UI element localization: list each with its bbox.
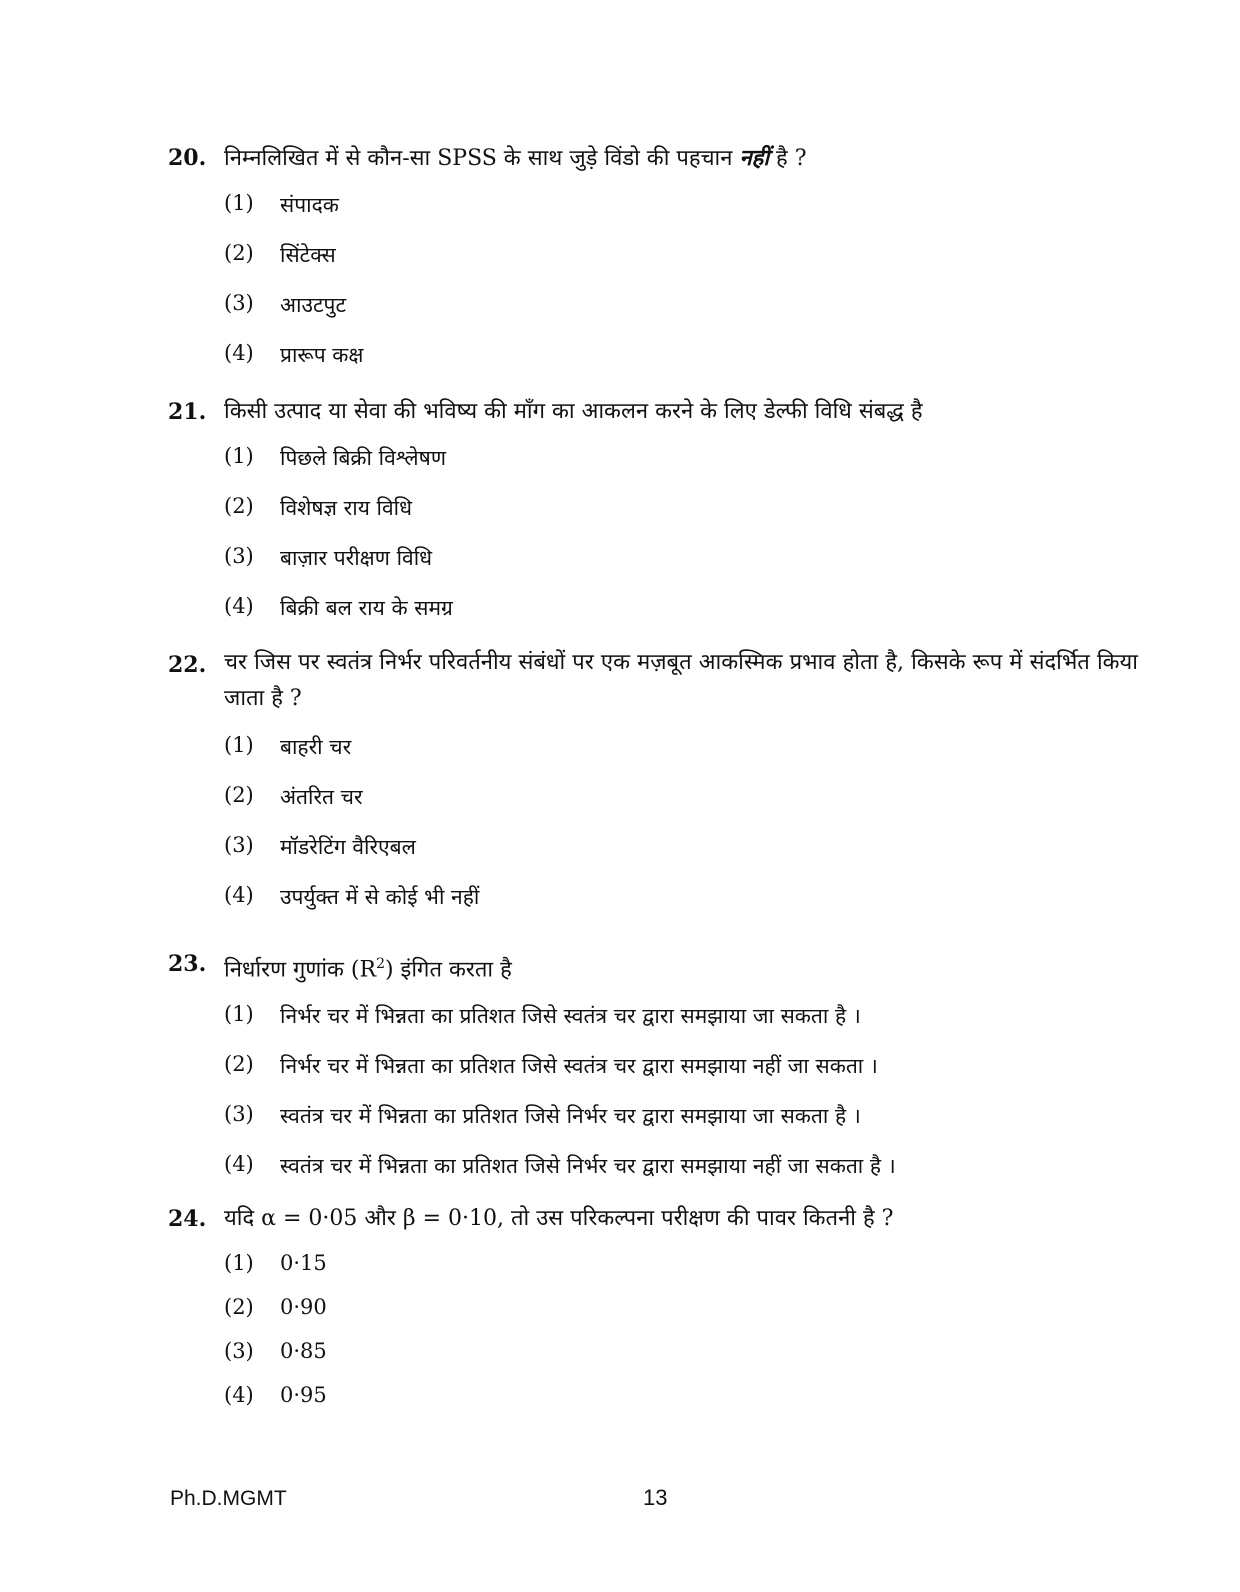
superscript: 2: [376, 956, 385, 972]
option: [224, 241, 1138, 269]
option-number: (2): [224, 241, 254, 265]
question-number: 23.: [168, 951, 207, 977]
option: [224, 883, 1138, 911]
option-number: (3): [224, 1102, 254, 1127]
option-number: (1): [224, 444, 254, 468]
option-number: (3): [224, 833, 254, 857]
question-number: 20.: [168, 145, 207, 171]
option-text: निर्भर चर में भिन्नता का प्रतिशत जिसे स्वतंत्र चर द्वारा समझाया जा सकता है ।: [280, 1004, 861, 1029]
option: [224, 594, 1138, 622]
option-text: उपर्युक्त में से कोई भी नहीं: [280, 885, 480, 909]
option-text: स्वतंत्र चर में भिन्नता का प्रतिशत जिसे निर्भर चर द्वारा समझाया नहीं जा सकता है ।: [280, 1154, 896, 1179]
emphasis-text: नहीं: [739, 145, 770, 171]
footer-code: Ph.D.MGMT: [170, 1487, 287, 1510]
option-text: 0·95: [280, 1383, 327, 1407]
page-number: 13: [643, 1485, 668, 1510]
question-number: 22.: [168, 652, 207, 678]
option: [224, 833, 1138, 861]
option-number: (2): [224, 783, 254, 807]
question-23: [168, 944, 1138, 1180]
option: [224, 191, 1138, 219]
option-number: (4): [224, 883, 254, 907]
option-number: (3): [224, 1339, 254, 1363]
option-text: सिंटेक्स: [280, 243, 336, 267]
option-text: बिक्री बल राय के समग्र: [280, 596, 453, 620]
question-number: 21.: [168, 399, 207, 425]
option: [224, 444, 1138, 472]
option-number: (2): [224, 1052, 254, 1077]
question-text: निर्धारण गुणांक $(R^2)$ इंगित करता है: [224, 956, 512, 983]
option: [224, 733, 1138, 761]
option: [224, 291, 1138, 319]
question-text: यदि α = 0·05 और β = 0·10, तो उस परिकल्पना परीक्षण की पावर कितनी है ?: [224, 1206, 894, 1231]
option: [224, 1251, 1138, 1275]
option-number: (1): [224, 733, 254, 757]
question-22: [168, 645, 1138, 911]
option-number: (4): [224, 341, 254, 365]
option-text: प्रारूप कक्ष: [280, 343, 364, 367]
option-text: बाज़ार परीक्षण विधि: [280, 546, 433, 570]
option-number: (2): [224, 1295, 254, 1319]
option: [224, 1052, 1138, 1080]
option: [224, 1295, 1138, 1319]
option: [224, 783, 1138, 811]
option-text: 0·90: [280, 1295, 327, 1319]
option: [224, 1002, 1138, 1030]
option-text: स्वतंत्र चर में भिन्नता का प्रतिशत जिसे निर्भर चर द्वारा समझाया जा सकता है ।: [280, 1104, 861, 1129]
option-number: (4): [224, 1383, 254, 1407]
option-text: 0·15: [280, 1251, 327, 1275]
option: [224, 1383, 1138, 1407]
option-text: विशेषज्ञ राय विधि: [280, 496, 413, 520]
option-text: 0·85: [280, 1339, 327, 1363]
option-text: संपादक: [280, 193, 339, 217]
option: [224, 544, 1138, 572]
option-number: (1): [224, 1251, 254, 1275]
option-text: पिछले बिक्री विश्लेषण: [280, 446, 446, 470]
option-number: (4): [224, 1152, 254, 1177]
option: [224, 1339, 1138, 1363]
option: [224, 341, 1138, 369]
option: [224, 1152, 1138, 1180]
question-24: [168, 1199, 1138, 1407]
question-text: चर जिस पर स्वतंत्र निर्भर परिवर्तनीय संबंधों पर एक मज़बूत आकस्मिक प्रभाव होता है, किसके रूप में संदर्भित किया जाता है ?: [224, 650, 1138, 711]
question-21: [168, 392, 1138, 622]
question-20: [168, 138, 1138, 369]
option: [224, 494, 1138, 522]
option: [224, 1102, 1138, 1130]
option-text: बाहरी चर: [280, 735, 352, 759]
option-number: (1): [224, 1002, 254, 1027]
option-number: (2): [224, 494, 254, 518]
option-number: (3): [224, 544, 254, 568]
option-text: अंतरित चर: [280, 785, 363, 809]
question-text: किसी उत्पाद या सेवा की भविष्य की माँग का आकलन करने के लिए डेल्फी विधि संबद्ध है: [224, 399, 923, 424]
option-number: (3): [224, 291, 254, 315]
option-number: (4): [224, 594, 254, 618]
option-text: निर्भर चर में भिन्नता का प्रतिशत जिसे स्वतंत्र चर द्वारा समझाया नहीं जा सकता ।: [280, 1054, 878, 1079]
question-text: निम्नलिखित में से कौन-सा SPSS के साथ जुड़े विंडो की पहचान नहीं है ?: [224, 145, 807, 171]
question-number: 24.: [168, 1206, 207, 1232]
option-text: आउटपुट: [280, 293, 347, 317]
option-text: मॉडरेटिंग वैरिएबल: [280, 835, 416, 859]
option-number: (1): [224, 191, 254, 215]
